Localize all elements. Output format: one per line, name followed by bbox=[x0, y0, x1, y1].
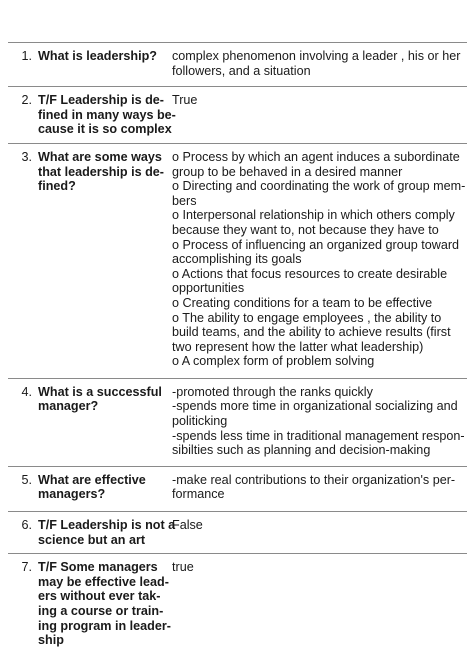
card-number: 2. bbox=[21, 93, 32, 108]
question-line: ship bbox=[38, 633, 64, 648]
card-question bbox=[36, 518, 176, 547]
card-number: 5. bbox=[21, 472, 32, 487]
flashcard-row bbox=[8, 378, 467, 466]
question-line: T/F Leadership is de- bbox=[38, 93, 164, 108]
answer-line: complex phenomenon involving a leader , his or her bbox=[172, 49, 461, 63]
answer-line: o Interpersonal relationship in which others comply bbox=[172, 208, 455, 223]
question-line: ing a course or train- bbox=[38, 604, 164, 618]
question-line: may be effective lead- bbox=[38, 574, 169, 589]
answer-line: politicking bbox=[172, 414, 228, 429]
answer-line: two represent how the latter what leadership) bbox=[172, 339, 424, 354]
question-line: T/F Leadership is not a bbox=[38, 518, 176, 533]
flashcard-row bbox=[8, 86, 467, 143]
flashcard-row bbox=[8, 143, 467, 378]
question-line: What are effective bbox=[38, 472, 146, 487]
answer-line: -promoted through the ranks quickly bbox=[172, 384, 373, 399]
answer-line: -spends less time in traditional management respon- bbox=[172, 428, 465, 443]
answer-line: bers bbox=[172, 193, 197, 208]
card-number: 1. bbox=[21, 49, 32, 63]
card-number: 4. bbox=[21, 384, 32, 399]
card-answer bbox=[170, 518, 467, 533]
answer-line: followers, and a situation bbox=[172, 63, 311, 78]
card-question bbox=[36, 385, 170, 414]
question-line: manager? bbox=[38, 399, 99, 414]
card-question bbox=[36, 150, 170, 194]
answer-line: False bbox=[172, 518, 203, 533]
answer-line: because they want to, not because they have to bbox=[172, 222, 439, 237]
answer-line: group to be behaved in a desired manner bbox=[172, 164, 403, 179]
flashcard-row bbox=[8, 511, 467, 553]
card-answer bbox=[170, 560, 467, 575]
card-number: 3. bbox=[21, 149, 32, 164]
answer-line: o The ability to engage employees , the ability to bbox=[172, 310, 442, 325]
question-line: What are some ways bbox=[38, 149, 162, 164]
answer-line: o Creating conditions for a team to be effective bbox=[172, 295, 433, 310]
card-answer bbox=[170, 150, 467, 369]
flashcard-table bbox=[8, 42, 467, 648]
question-line: fined in many ways be- bbox=[38, 107, 176, 122]
card-number: 7. bbox=[21, 560, 32, 575]
card-answer bbox=[170, 385, 467, 458]
answer-line: formance bbox=[172, 487, 225, 502]
flashcard-row bbox=[8, 466, 467, 511]
question-line: fined? bbox=[38, 179, 76, 194]
flashcard-row bbox=[8, 42, 467, 86]
answer-line: o Process by which an agent induces a subordinate bbox=[172, 149, 460, 164]
answer-line: True bbox=[172, 93, 198, 108]
card-answer bbox=[170, 49, 467, 78]
card-question bbox=[36, 473, 170, 502]
card-question bbox=[36, 93, 176, 137]
question-line: that leadership is de- bbox=[38, 164, 164, 179]
card-answer bbox=[170, 93, 467, 108]
answer-line: opportunities bbox=[172, 281, 245, 296]
answer-line: o Actions that focus resources to create desirable bbox=[172, 266, 448, 281]
question-line: cause it is so complex bbox=[38, 122, 172, 137]
answer-line: o Directing and coordinating the work of group mem- bbox=[172, 179, 466, 194]
question-line: ers without ever tak- bbox=[38, 589, 161, 604]
card-question bbox=[36, 560, 170, 648]
answer-line: true bbox=[172, 560, 194, 575]
answer-line: -make real contributions to their organization's per- bbox=[172, 472, 456, 487]
card-answer bbox=[170, 473, 467, 502]
answer-line: accomplishing its goals bbox=[172, 252, 302, 267]
question-line: science but an art bbox=[38, 532, 146, 547]
question-line: ing program in leader- bbox=[38, 618, 171, 633]
flashcard-row bbox=[8, 553, 467, 648]
card-number: 6. bbox=[21, 518, 32, 533]
question-line: What is leadership? bbox=[38, 49, 157, 63]
answer-line: -spends more time in organizational socializing and bbox=[172, 399, 458, 414]
question-line: T/F Some managers bbox=[38, 560, 158, 575]
question-line: What is a successful bbox=[38, 384, 162, 399]
answer-line: sibilties such as planning and decision-making bbox=[172, 443, 431, 458]
question-line: managers? bbox=[38, 487, 106, 502]
answer-line: o A complex form of problem solving bbox=[172, 354, 375, 369]
card-question bbox=[36, 49, 170, 64]
answer-line: o Process of influencing an organized group toward bbox=[172, 237, 460, 252]
answer-line: build teams, and the ability to achieve results (first bbox=[172, 325, 451, 340]
